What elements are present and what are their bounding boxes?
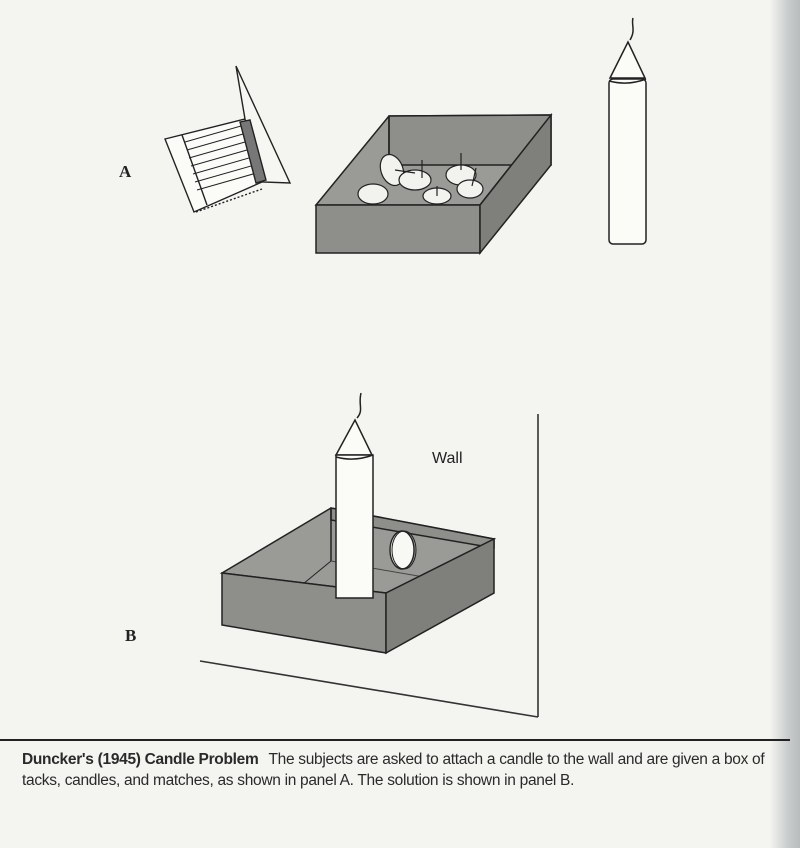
caption-divider [0,739,790,741]
caption-title: Duncker's (1945) Candle Problem [22,751,259,768]
wall-label: Wall [432,450,463,467]
matchbook-illustration [165,66,290,212]
figure-caption [22,749,782,791]
tack-box-illustration [316,115,551,253]
solution-candle-illustration [336,393,373,598]
caption-text: The subjects are asked to attach a candle to the wall and are given a box of tacks, candles, and matches, as shown in panel A. The solution is shown in panel B. [22,751,765,789]
panel-a-label: A [119,162,132,181]
candle-illustration [609,18,646,244]
panel-b-label: B [125,626,137,645]
